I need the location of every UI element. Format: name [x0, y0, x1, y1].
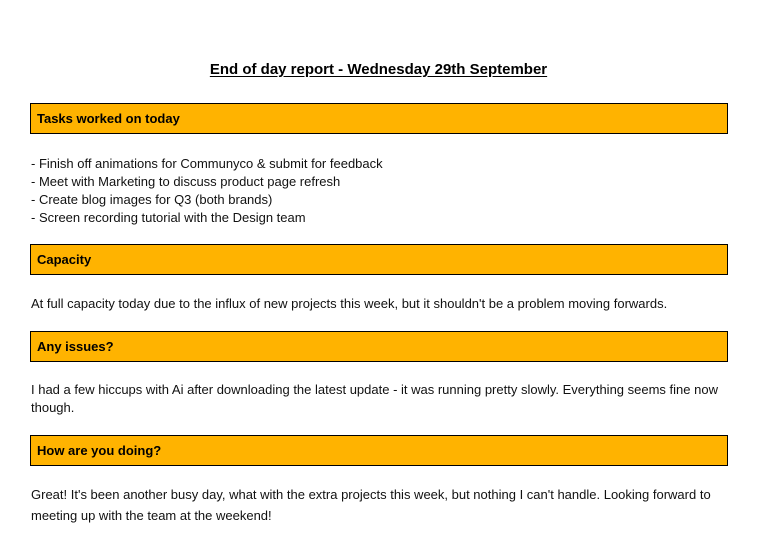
wellbeing-text: Great! It's been another busy day, what with the extra projects this week, but nothing I can't handle. Looking forward to meeting up with the team at the weekend! — [31, 487, 711, 523]
capacity-text: At full capacity today due to the influx of new projects this week, but it shouldn't be a problem moving forwards. — [31, 296, 668, 311]
section-header-tasks: Tasks worked on today — [30, 103, 728, 134]
list-item: - Screen recording tutorial with the Design team — [31, 210, 306, 225]
list-item: - Create blog images for Q3 (both brands) — [31, 192, 273, 207]
section-header-issues: Any issues? — [30, 331, 728, 362]
list-item: - Finish off animations for Communyco & submit for feedback — [31, 156, 383, 171]
list-item: - Meet with Marketing to discuss product page refresh — [31, 174, 341, 189]
section-header-wellbeing: How are you doing? — [30, 435, 728, 466]
section-header-capacity: Capacity — [30, 244, 728, 275]
issues-text: I had a few hiccups with Ai after downloading the latest update - it was running pretty slowly. Everything seems fine now though. — [31, 382, 718, 415]
tasks-list — [31, 155, 731, 227]
page-title: End of day report - Wednesday 29th September — [209, 61, 548, 78]
